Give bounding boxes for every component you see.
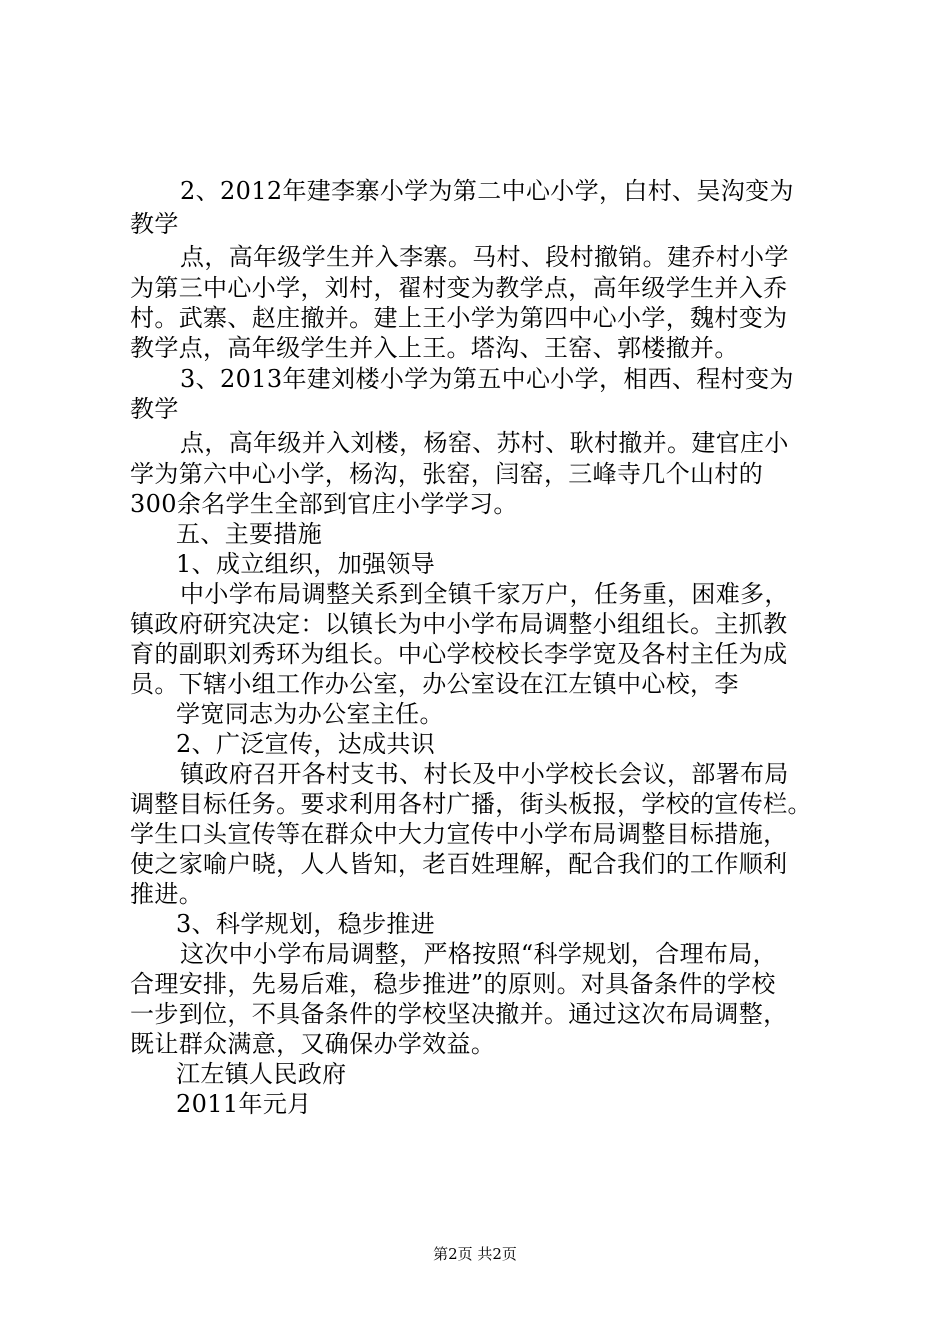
text-line: 这次中小学布局调整，严格按照“科学规划，合理布局， [180,940,778,968]
signature-organization: 江左镇人民政府 [176,1060,347,1088]
text-line: 2、2012年建李寨小学为第二中心小学，白村、吴沟变为 [180,177,794,205]
text-line: 中小学布局调整关系到全镇千家万户，任务重，困难多， [180,580,789,608]
text-line: 一步到位，不具备条件的学校坚决撤并。通过这次布局调整， [130,1000,788,1028]
text-line: 合理安排，先易后难，稳步推进”的原则。对具备条件的学校 [130,970,776,998]
section-heading: 五、主要措施 [176,520,323,548]
signature-date: 2011年元月 [176,1090,312,1118]
text-line: 村。武寨、赵庄撤并。建上王小学为第四中心小学，魏村变为 [130,304,788,332]
text-line: 学为第六中心小学，杨沟，张窑，闫窑，三峰寺几个山村的 [130,460,764,488]
text-line: 使之家喻户晓，人人皆知，老百姓理解，配合我们的工作顺利 [130,850,788,878]
text-line: 育的副职刘秀环为组长。中心学校校长李学宽及各村主任为成 [130,640,788,668]
text-line: 镇政府研究决定：以镇长为中小学布局调整小组组长。主抓教 [130,610,788,638]
subsection-heading: 2、广泛宣传，达成共识 [176,730,436,758]
text-line: 调整目标任务。要求利用各村广播，街头板报，学校的宣传栏。 [130,790,812,818]
text-line: 教学 [130,210,179,238]
text-line: 镇政府召开各村支书、村长及中小学校长会议，部署布局 [180,760,789,788]
text-line: 学生口头宣传等在群众中大力宣传中小学布局调整目标措施， [130,820,788,848]
text-line: 推进。 [130,880,204,908]
text-line: 点，高年级并入刘楼，杨窑、苏村、耿村撤并。建官庄小 [180,429,789,457]
text-line: 为第三中心小学，刘村，翟村变为教学点，高年级学生并入乔 [130,274,788,302]
text-line: 教学 [130,395,179,423]
text-line: 教学点，高年级学生并入上王。塔沟、王窑、郭楼撤并。 [130,334,739,362]
text-line: 员。下辖小组工作办公室，办公室设在江左镇中心校，李 [130,670,739,698]
text-line: 学宽同志为办公室主任。 [176,700,444,728]
text-line: 3、2013年建刘楼小学为第五中心小学，相西、程村变为 [180,365,794,393]
text-line: 300余名学生全部到官庄小学学习。 [130,490,518,518]
subsection-heading: 1、成立组织，加强领导 [176,550,436,578]
text-line: 既让群众满意，又确保办学效益。 [130,1030,496,1058]
text-line: 点，高年级学生并入李寨。马村、段村撤销。建乔村小学 [180,243,789,271]
page-footer: 第2页 共2页 [433,1245,517,1263]
subsection-heading: 3、科学规划，稳步推进 [176,910,436,938]
